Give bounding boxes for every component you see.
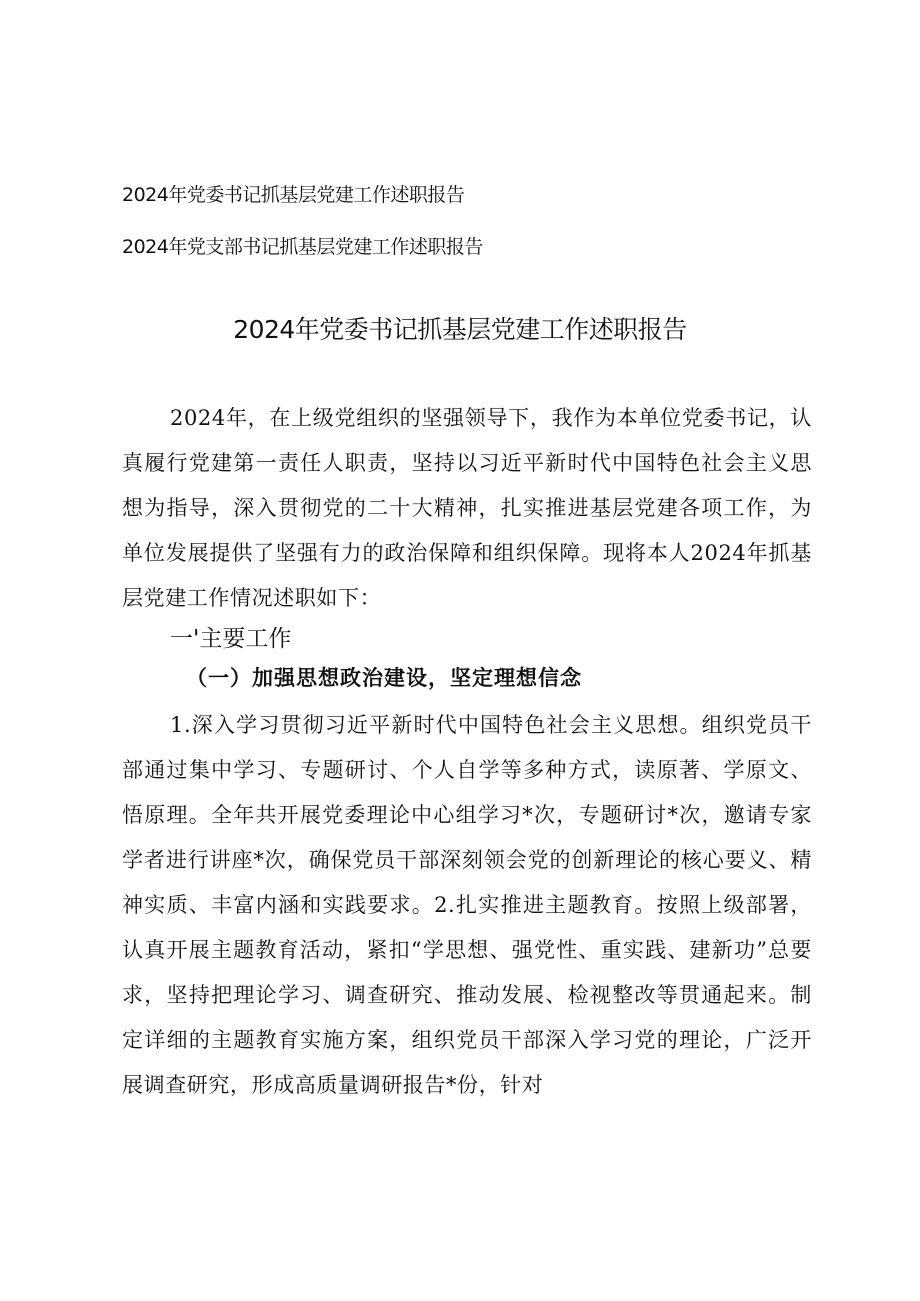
toc-item-1: 2024年党委书记抓基层党建工作述职报告: [122, 184, 465, 206]
document-title: 2024年党委书记抓基层党建工作述职报告: [233, 315, 687, 344]
body-paragraph: 1.深入学习贯彻习近平新时代中国特色社会主义思想。组织党员干部通过集中学习、专题研讨、个人自学等多种方式，读原著、学原文、悟原理。全年共开展党委理论中心组学习*次，专题研讨*次，邀请专家学者进行讲座*次，确保党员干部深刻领会党的创新理论的核心要义、精神实质、丰富内涵和实践要求。2.扎实推进主题教育。按照上级部署，认真开展主题教育活动，紧扣“学思想、强党性、重实践、建新功”总要求，坚持把理论学习、调查研究、推动发展、检视整改等贯通起来。制定详细的主题教育实施方案，组织党员干部深入学习党的理论，广泛开展调查研究，形成高质量调研报告*份，针对: [122, 713, 812, 1097]
section-heading: 一'主要工作: [170, 626, 292, 652]
intro-paragraph: 2024年，在上级党组织的坚强领导下，我作为本单位党委书记，认真履行党建第一责任人职责，坚持以习近平新时代中国特色社会主义思想为指导，深入贯彻党的二十大精神，扎实推进基层党建各项工作，为单位发展提供了坚强有力的政治保障和组织保障。现将本人2024年抓基层党建工作情况述职如下：: [122, 406, 812, 610]
toc-item-2: 2024年党支部书记抓基层党建工作述职报告: [122, 236, 483, 258]
sub-heading: （一）加强思想政治建设，坚定理想信念: [186, 665, 582, 690]
